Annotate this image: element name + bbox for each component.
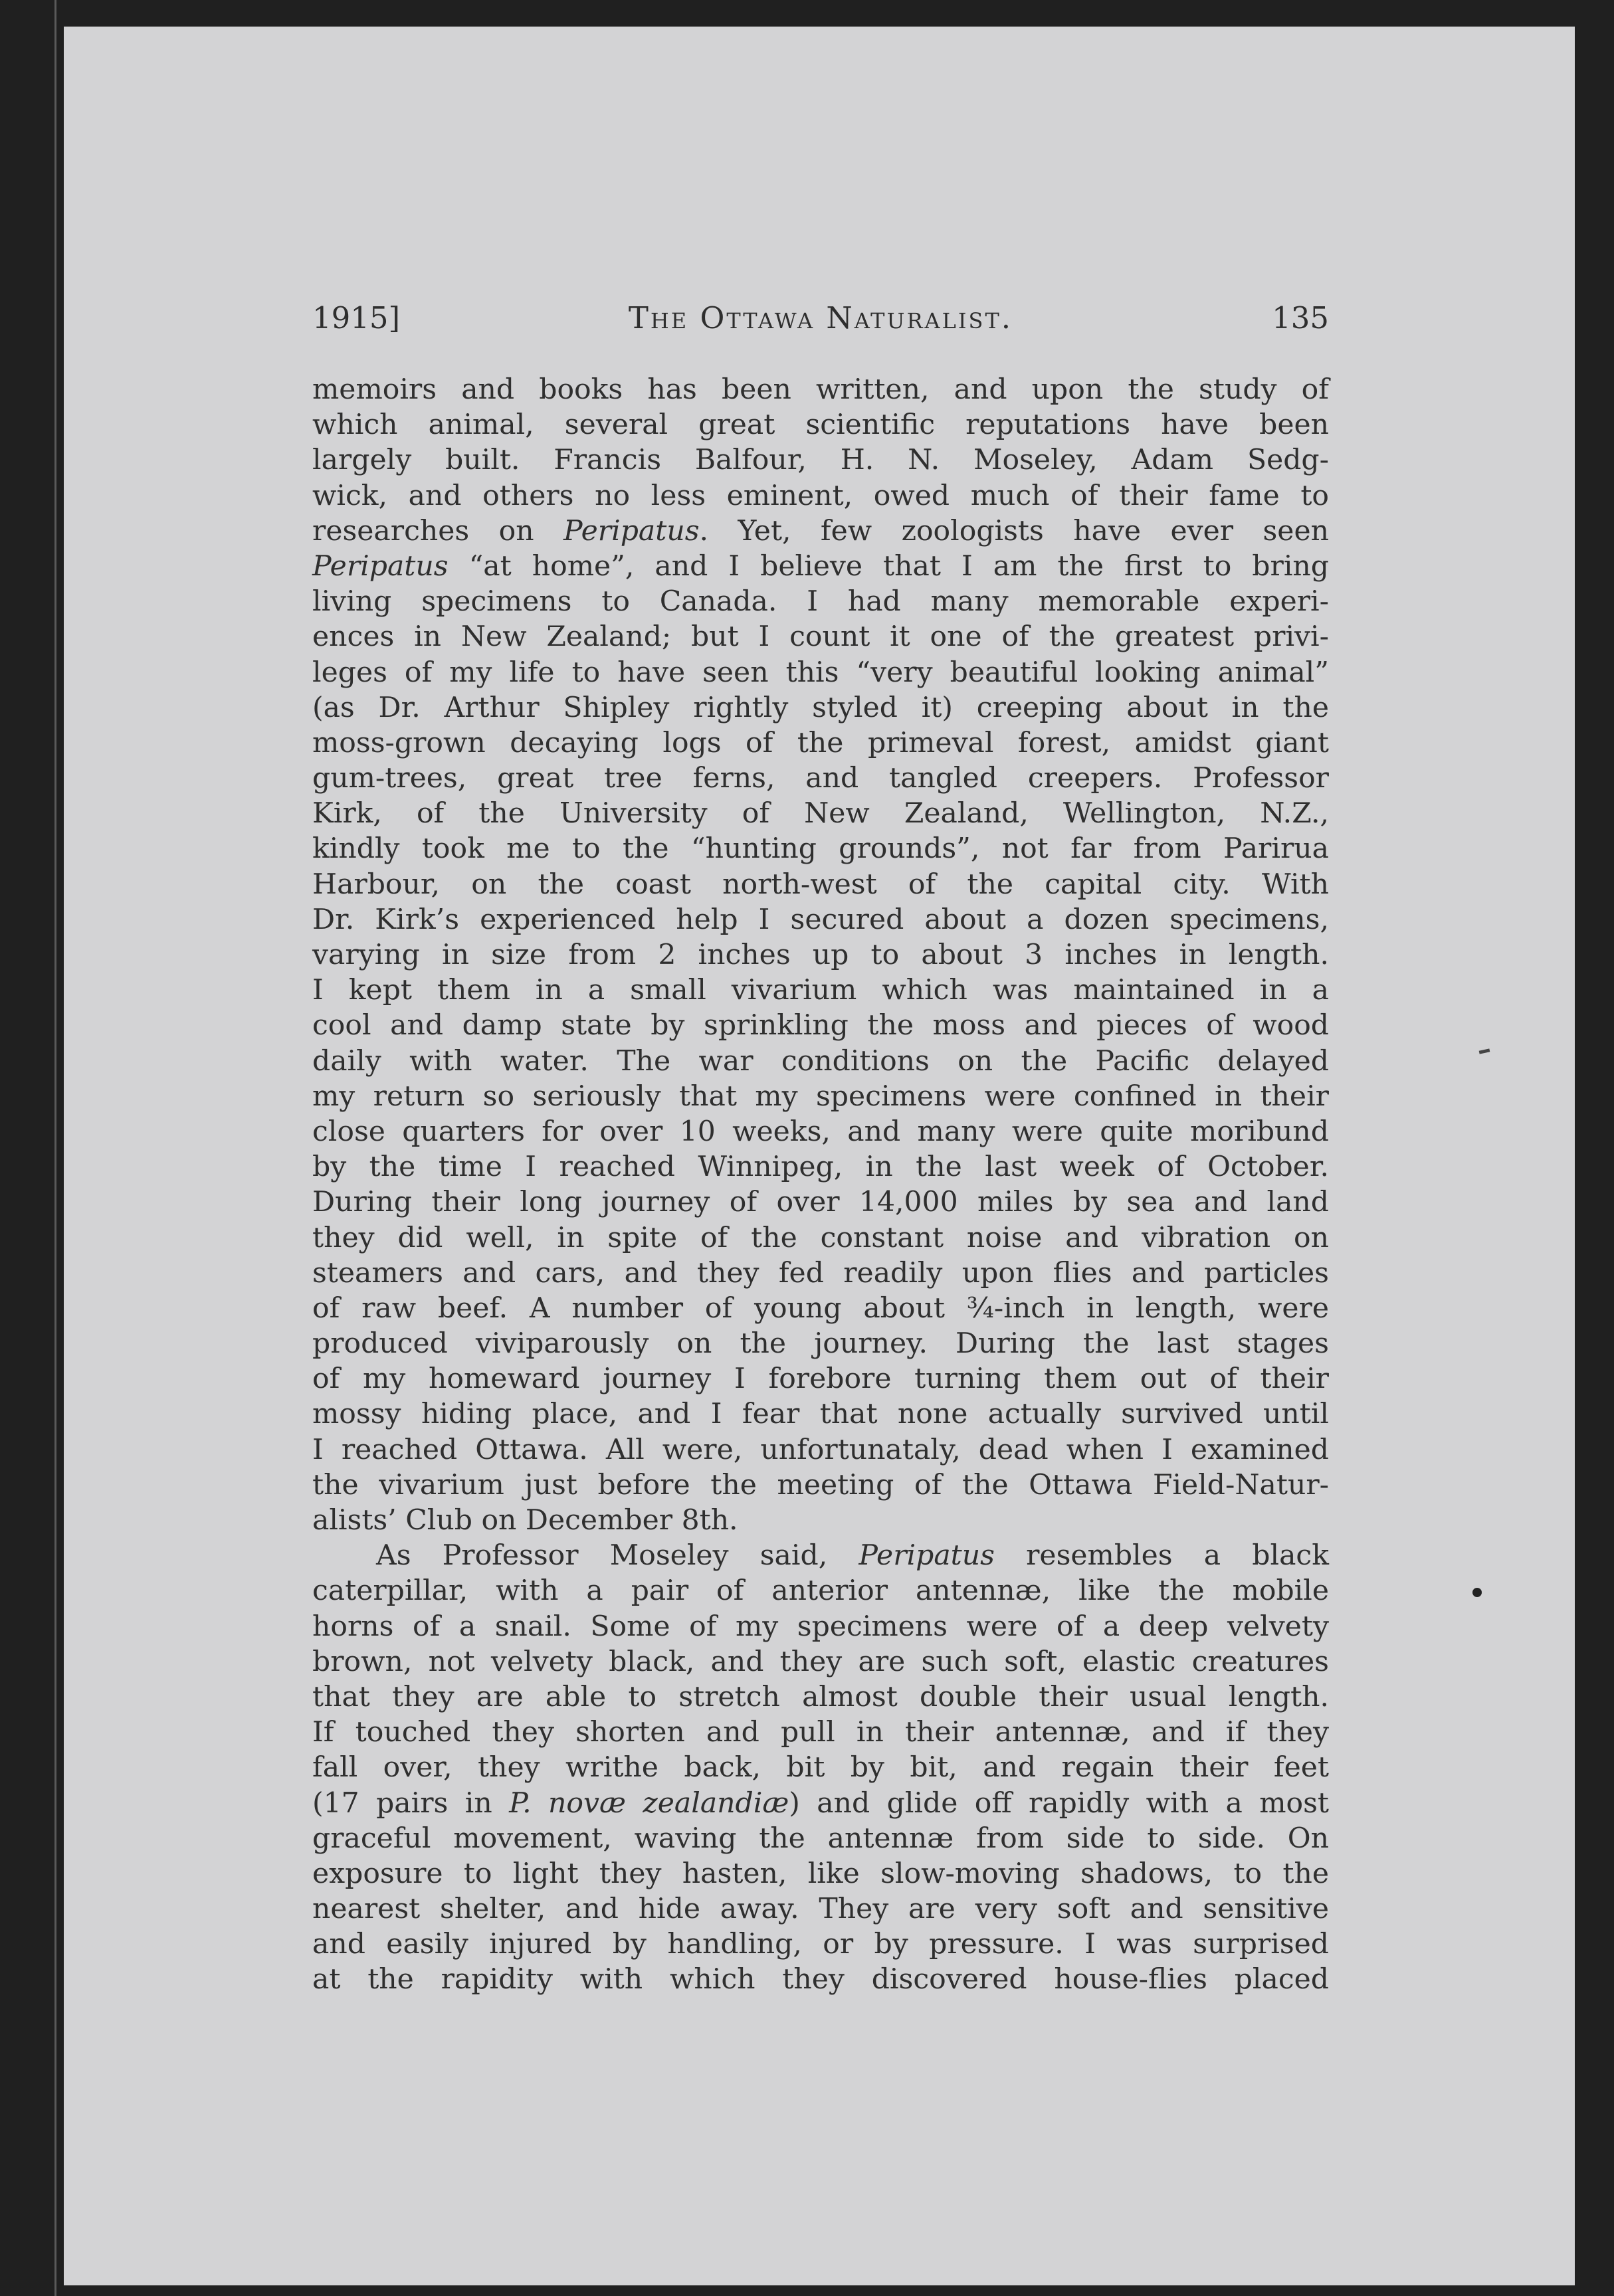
text-line: If touched they shorten and pull in their antennæ, and if they — [312, 1716, 1329, 1749]
text-line: graceful movement, waving the antennæ from side to side. On — [312, 1822, 1329, 1855]
text-line: moss-grown decaying logs of the primeval forest, amidst giant — [312, 726, 1329, 759]
text-line: exposure to light they hasten, like slow-moving shadows, to the — [312, 1857, 1329, 1890]
text-line: they did well, in spite of the constant noise and vibration on — [312, 1221, 1329, 1254]
text-line: As Professor Moseley said, Peripatus resembles a black — [376, 1539, 1329, 1573]
page-number: 135 — [1272, 300, 1329, 335]
text-line: researches on Peripatus. Yet, few zoologists have ever seen — [312, 514, 1329, 547]
text-line: Kirk, of the University of New Zealand, Wellington, N.Z., — [312, 797, 1329, 830]
text-line: nearest shelter, and hide away. They are very soft and sensitive — [312, 1893, 1329, 1926]
text-line: horns of a snail. Some of my specimens were of a deep velvety — [312, 1610, 1329, 1643]
ink-mark — [1479, 1048, 1490, 1054]
text-line: wick, and others no less eminent, owed much of their fame to — [312, 479, 1329, 512]
journal-title: The Ottawa Naturalist. — [628, 300, 1013, 335]
text-line: of raw beef. A number of young about ¾-inch in length, were — [312, 1292, 1329, 1325]
text-line: largely built. Francis Balfour, H. N. Moseley, Adam Sedg- — [312, 444, 1329, 477]
text-line: daily with water. The war conditions on the Pacific delayed — [312, 1044, 1329, 1078]
paragraph — [312, 372, 1329, 1538]
text-line: Dr. Kirk’s experienced help I secured about a dozen specimens, — [312, 903, 1329, 936]
running-head — [312, 300, 1329, 340]
paragraph — [312, 1538, 1329, 1997]
text-line: fall over, they writhe back, bit by bit, and regain their feet — [312, 1751, 1329, 1784]
text-line: varying in size from 2 inches up to about 3 inches in length. — [312, 939, 1329, 971]
text-line: steamers and cars, and they fed readily upon flies and particles — [312, 1256, 1329, 1290]
text-line: by the time I reached Winnipeg, in the last week of October. — [312, 1151, 1329, 1184]
text-line: that they are able to stretch almost double their usual length. — [312, 1680, 1329, 1713]
ink-speck — [1472, 1588, 1482, 1597]
text-line: I kept them in a small vivarium which was maintained in a — [312, 974, 1329, 1007]
text-line: at the rapidity with which they discovered house-flies placed — [312, 1963, 1329, 1996]
text-line: leges of my life to have seen this “very beautiful looking animal” — [312, 656, 1329, 689]
text-line: I reached Ottawa. All were, unfortunataly, dead when I examined — [312, 1433, 1329, 1466]
text-line: which animal, several great scientific reputations have been — [312, 409, 1329, 442]
text-line: gum-trees, great tree ferns, and tangled creepers. Professor — [312, 762, 1329, 795]
text-line: living specimens to Canada. I had many memorable experi- — [312, 585, 1329, 619]
text-line: brown, not velvety black, and they are such soft, elastic creatures — [312, 1645, 1329, 1678]
text-line: Peripatus “at home”, and I believe that I am the first to bring — [312, 549, 1329, 583]
text-line: mossy hiding place, and I fear that none actually survived until — [312, 1398, 1329, 1431]
binding-edge-line — [54, 0, 56, 2296]
text-line: produced viviparously on the journey. During the last stages — [312, 1327, 1329, 1361]
italic-term: Peripatus — [858, 1539, 995, 1573]
text-line: (as Dr. Arthur Shipley rightly styled it) creeping about in the — [312, 691, 1329, 724]
text-line: close quarters for over 10 weeks, and many were quite moribund — [312, 1115, 1329, 1148]
text-line: my return so seriously that my specimens were confined in their — [312, 1080, 1329, 1113]
text-line: kindly took me to the “hunting grounds”, not far from Parirua — [312, 832, 1329, 866]
text-line: ences in New Zealand; but I count it one of the greatest privi- — [312, 621, 1329, 654]
text-line: alists’ Club on December 8th. — [312, 1504, 738, 1537]
article-body — [312, 372, 1329, 1998]
text-line: (17 pairs in P. novæ zealandiæ) and glide off rapidly with a most — [312, 1786, 1330, 1820]
text-line: cool and damp state by sprinkling the moss and pieces of wood — [312, 1009, 1329, 1042]
text-line: During their long journey of over 14,000 miles by sea and land — [312, 1186, 1329, 1219]
italic-term: Peripatus — [563, 514, 700, 547]
text-line: of my homeward journey I forebore turning them out of their — [312, 1363, 1329, 1396]
running-head-year: 1915] — [312, 300, 401, 335]
text-line: and easily injured by handling, or by pressure. I was surprised — [312, 1928, 1329, 1961]
text-line: the vivarium just before the meeting of the Ottawa Field-Natur- — [312, 1468, 1329, 1501]
text-line: caterpillar, with a pair of anterior antennæ, like the mobile — [312, 1575, 1329, 1608]
text-line: memoirs and books has been written, and upon the study of — [312, 373, 1329, 406]
italic-term: Peripatus — [312, 549, 449, 583]
text-line: Harbour, on the coast north-west of the capital city. With — [312, 868, 1329, 901]
italic-term: P. novæ zealandiæ — [509, 1786, 789, 1820]
